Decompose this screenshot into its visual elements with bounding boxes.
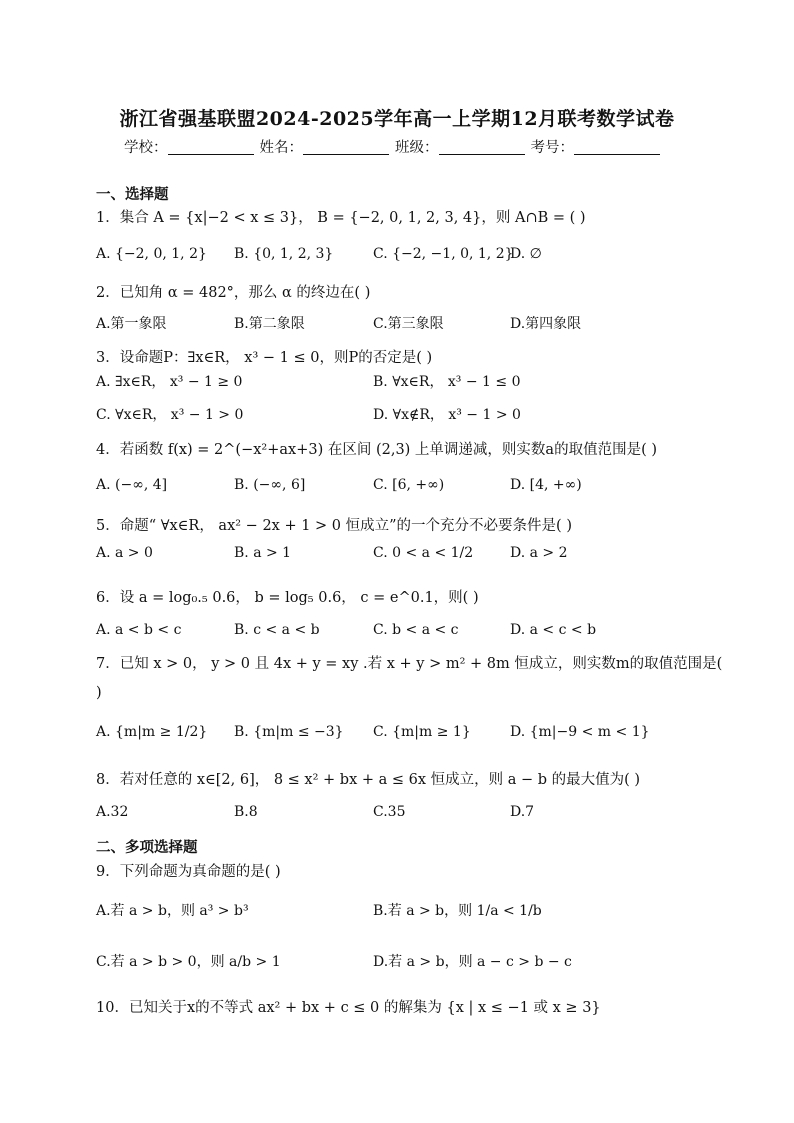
option-d: D. a < c < b [510,622,597,638]
option-b: B. a > 1 [234,545,292,561]
question-stem: 4．若函数 f(x) = 2^(−x²+ax+3) 在区间 (2,3) 上单调递减，则实数a的取值范围是( ) [96,442,658,458]
question-stem: 9．下列命题为真命题的是( ) [96,864,281,880]
page-title: 浙江省强基联盟2024-2025学年高一上学期12月联考数学试卷 [119,108,675,130]
option-d: D. a > 2 [510,545,568,561]
option-a: A.32 [96,804,129,820]
section-heading-multi: 二、多项选择题 [96,840,198,856]
option-d: D.7 [510,804,535,820]
name-label: 姓名： [259,140,303,156]
option-a: A. ∃x∈R， x³ − 1 ≥ 0 [96,374,243,390]
option-c: C. {−2, −1, 0, 1, 2} [373,246,514,262]
option-a: A. (−∞, 4] [96,477,168,493]
school-blank[interactable] [168,140,254,155]
option-b: B. {0, 1, 2, 3} [234,246,334,262]
option-c: C. [6, +∞) [373,477,445,493]
option-b: B. ∀x∈R， x³ − 1 ≤ 0 [373,374,521,390]
class-blank[interactable] [439,140,525,155]
option-d: D.第四象限 [510,316,582,332]
option-c: C. 0 < a < 1/2 [373,545,474,561]
question-stem: 6．设 a = log₀.₅ 0.6， b = log₅ 0.6， c = e^0.1，则( ) [96,590,479,606]
option-a: A.若 a > b，则 a³ > b³ [96,903,249,919]
question-stem: 5．命题“ ∀x∈R， ax² − 2x + 1 > 0 恒成立”的一个充分不必要条件是( ) [96,518,572,534]
name-blank[interactable] [303,140,389,155]
option-c: C. b < a < c [373,622,459,638]
question-stem: 7．已知 x > 0， y > 0 且 4x + y = xy .若 x + y > m² + 8m 恒成立，则实数m的取值范围是( [96,656,723,672]
class-label: 班级： [395,140,439,156]
option-d: D. {m|−9 < m < 1} [510,724,650,740]
option-c: C. ∀x∈R， x³ − 1 > 0 [96,407,244,423]
option-d: D. ∀x∉R， x³ − 1 > 0 [373,407,521,423]
student-info-row [124,136,666,157]
question-stem: 8．若对任意的 x∈[2, 6]， 8 ≤ x² + bx + a ≤ 6x 恒成立，则 a − b 的最大值为( ) [96,772,641,788]
number-blank[interactable] [574,140,660,155]
option-b: B. (−∞, 6] [234,477,306,493]
school-label: 学校： [124,140,168,156]
section-heading-choice: 一、选择题 [96,187,169,203]
option-a: A. a < b < c [96,622,182,638]
option-b: B.若 a > b，则 1/a < 1/b [373,903,542,919]
option-b: B.8 [234,804,258,820]
option-b: B. c < a < b [234,622,320,638]
option-b: B.第二象限 [234,316,305,332]
option-d: D. [4, +∞) [510,477,582,493]
number-label: 考号： [530,140,574,156]
option-d: D.若 a > b，则 a − c > b − c [373,954,572,970]
question-stem-continued: ) [96,685,102,701]
option-c: C.第三象限 [373,316,444,332]
question-stem: 3．设命题P：∃x∈R， x³ − 1 ≤ 0，则P的否定是( ) [96,350,433,366]
option-c: C.35 [373,804,406,820]
option-a: A. {m|m ≥ 1/2} [96,724,208,740]
question-stem: 1．集合 A = {x|−2 < x ≤ 3}， B = {−2, 0, 1, 2, 3, 4}，则 A∩B = ( ) [96,210,586,226]
question-stem: 2．已知角 α = 482°，那么 α 的终边在( ) [96,285,371,301]
option-b: B. {m|m ≤ −3} [234,724,344,740]
option-a: A. {−2, 0, 1, 2} [96,246,207,262]
option-a: A.第一象限 [96,316,167,332]
question-stem: 10．已知关于x的不等式 ax² + bx + c ≤ 0 的解集为 {x | x ≤ −1 或 x ≥ 3} [96,1000,601,1016]
option-d: D. ∅ [510,246,542,262]
option-a: A. a > 0 [96,545,153,561]
option-c: C.若 a > b > 0，则 a/b > 1 [96,954,281,970]
option-c: C. {m|m ≥ 1} [373,724,471,740]
